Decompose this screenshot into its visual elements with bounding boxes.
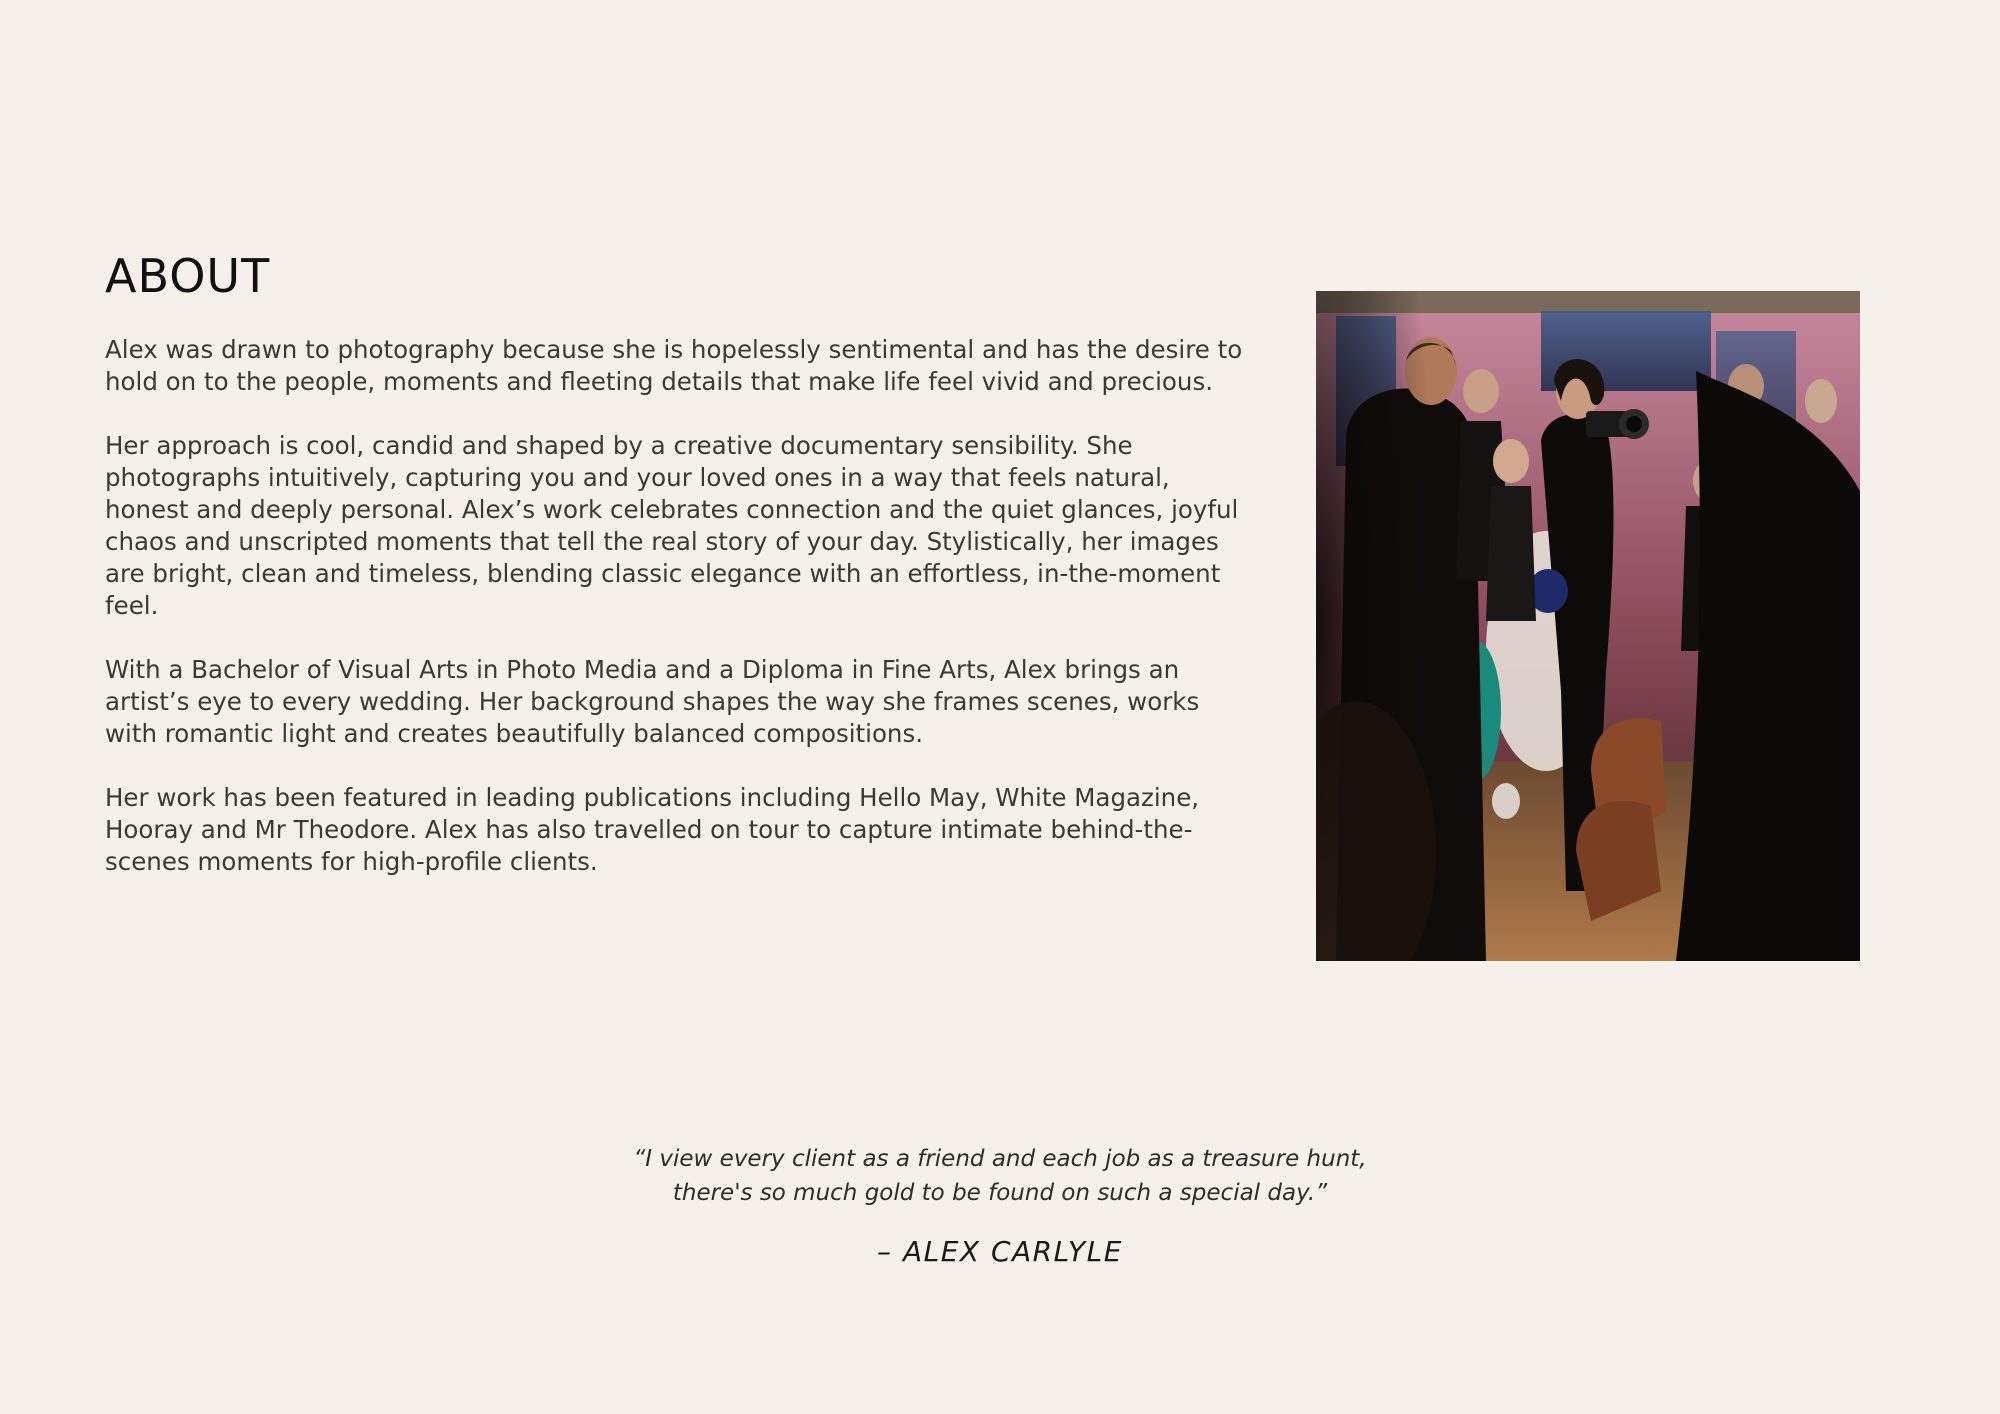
bio-paragraph-2: Her approach is cool, candid and shaped by a creative documentary sensibility. She photographs intuitively, capturing you and your loved ones in a way that feels natural, honest and deeply personal. Alex’s work celebrates connection and the quiet glances, joyful chaos and unscripted moments that tell the real story of your day. Stylistically, her images are bright, clean and timeless, blending classic elegance with an effortless, in-the-moment feel. (105, 431, 1239, 620)
photographer-photo (1316, 291, 1860, 961)
page-title: ABOUT (105, 249, 271, 303)
testimonial-quote (500, 1142, 1500, 1270)
quote-line-1: “I view every client as a friend and each job as a treasure hunt, (633, 1146, 1367, 1172)
quote-line-2: there's so much gold to be found on such a special day.” (672, 1180, 1328, 1206)
about-section (105, 248, 1255, 910)
quote-author: – ALEX CARLYLE (877, 1235, 1123, 1268)
bio-text (105, 334, 1255, 878)
photographer-photo-illustration (1316, 291, 1860, 961)
bio-paragraph-3: With a Bachelor of Visual Arts in Photo Media and a Diploma in Fine Arts, Alex brings an artist’s eye to every wedding. Her background shapes the way she frames scenes, works with romantic light and creates beautifully balanced compositions. (105, 655, 1200, 748)
bio-paragraph-1: Alex was drawn to photography because she is hopelessly sentimental and has the desire to hold on to the people, moments and fleeting details that make life feel vivid and precious. (105, 335, 1243, 396)
quote-text (500, 1142, 1500, 1210)
bio-paragraph-4: Her work has been featured in leading publications including Hello May, White Magazine, Hooray and Mr Theodore. Alex has also travelled on tour to capture intimate behind-the-scenes moments for high-profile clients. (105, 783, 1200, 876)
